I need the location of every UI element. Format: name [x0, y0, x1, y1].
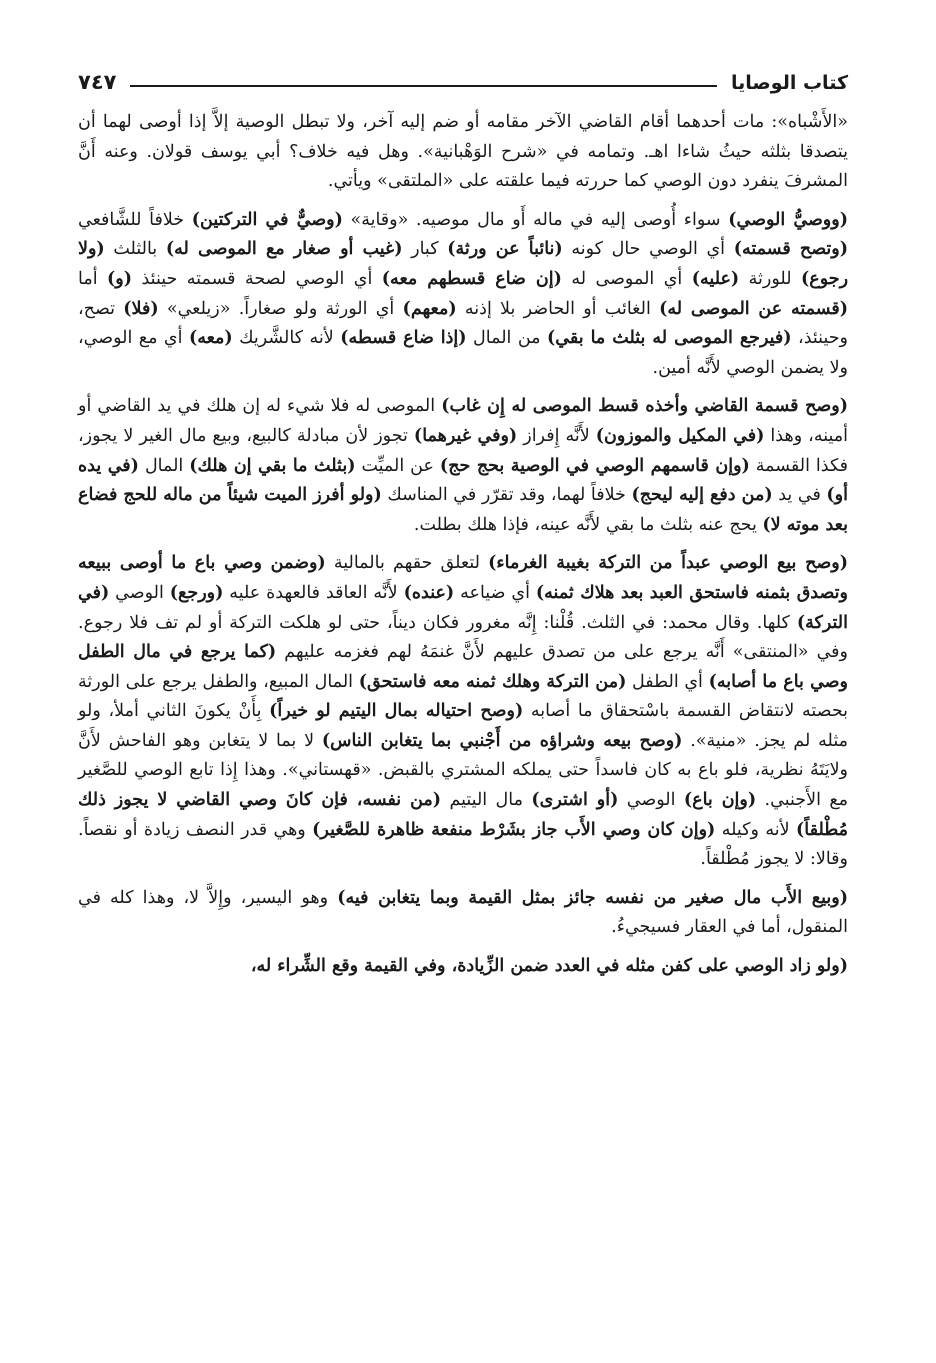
- sharh-text: أي مع الوصي، ولا يضمن الوصي لأَنَّه أمين.: [78, 328, 848, 378]
- matn-text: (فلا): [123, 298, 159, 319]
- page-number: ٧٤٧: [78, 70, 117, 94]
- sharh-text: خلافاً للشَّافعي: [78, 209, 192, 230]
- sharh-text: الوصي: [109, 582, 170, 603]
- sharh-text: لأَنَّه العاقد فالعهدة عليه: [223, 582, 404, 603]
- matn-text: (وإن باع): [683, 790, 757, 811]
- sharh-text: بالثلث: [104, 239, 166, 260]
- matn-text: (في يده أو): [78, 455, 848, 506]
- matn-text: (في التركة): [78, 582, 848, 633]
- sharh-text: لأَنَّه إِفراز: [517, 425, 596, 446]
- matn-text: (معه): [188, 328, 233, 349]
- sharh-text: لأنه كالشَّريك: [232, 328, 341, 349]
- matn-text: (عليه): [691, 268, 740, 289]
- header-rule: [130, 85, 717, 87]
- matn-text: (أو اشترى): [531, 790, 619, 811]
- sharh-text: بِأَنْ يكونَ الثاني أملأ، ولو مثله لم يجز. «منية».: [78, 701, 848, 751]
- paragraph: [78, 108, 848, 197]
- matn-text: (وبيع الأَب مال صغير من نفسه جائز بمثل القيمة وبما يتغابن فيه): [337, 887, 848, 908]
- running-header: [78, 64, 848, 94]
- sharh-text: لا بما لا يتغابن وهو الفاحش لأَنَّ ولايَتَهُ نظرية، فلو باع به كان فاسداً حتى يملكه المشتري بالقبض. «قهستاني». وهذا إِذا تابع الوصي للصَّغير مع الأَجنبي.: [78, 730, 849, 811]
- matn-text: (وتصح قسمته): [733, 239, 848, 260]
- sharh-text: أي الوصي لصحة قسمته حينئذ: [132, 268, 382, 289]
- matn-text: (عنده): [403, 582, 455, 603]
- matn-text: (و): [107, 268, 133, 289]
- sharh-text: لأنه وكيله: [715, 819, 796, 840]
- sharh-text: أي الوصي حال كونه: [562, 239, 734, 260]
- paragraph: [78, 549, 848, 875]
- matn-text: (إذا ضاع قسطه): [340, 328, 467, 349]
- matn-text: (ووصيُّ الوصي): [728, 209, 848, 230]
- matn-text: (وصح بيع الوصي عبداً من التركة بغيبة الغرماء): [488, 553, 848, 574]
- sharh-text: أي الموصى له: [561, 268, 692, 289]
- sharh-text: يحج عنه بثلث ما بقي لأَنَّه عينه، فإذا هلك بطلت.: [413, 514, 763, 535]
- sharh-text: عن الميِّت: [355, 455, 440, 476]
- sharh-text: الموصى له فلا شيء له إن هلك في يد القاضي أو أمينه، وهذا: [78, 396, 849, 446]
- matn-text: (في المكيل والموزون): [595, 425, 765, 446]
- sharh-text: خلافاً لهما، وقد تقرّر في المناسك: [381, 485, 632, 506]
- matn-text: (وإن كان وصي الأَب جاز بشَرْط منفعة ظاهرة للصَّغير): [312, 819, 716, 840]
- body-text: [78, 108, 848, 982]
- sharh-text: المال المبيع، والطفل يرجع على الورثة بحصته لانتقاض القسمة باسْتحقاق ما أصابه: [78, 671, 848, 722]
- matn-text: (ولا رجوع): [78, 239, 849, 289]
- matn-text: (وإن قاسمهم الوصي في الوصية بحج حج): [439, 455, 750, 476]
- matn-text: (من دفع إليه ليحج): [631, 485, 773, 506]
- sharh-text: أي ضياعه: [454, 582, 536, 603]
- sharh-text: وهي قدر النصف زيادة أو نقصاً. وقالا: لا يجوز مُطْلقاً.: [78, 819, 848, 870]
- sharh-text: وهو اليسير، وإِلاَّ لا، وهذا كله في المنقول، أما في العقار فسيجيءُ.: [78, 887, 848, 938]
- sharh-text: من المال: [466, 328, 548, 349]
- matn-text: (من التركة وهلك ثمنه معه فاستحق): [358, 671, 627, 692]
- paragraph: [78, 952, 848, 982]
- matn-text: (فيرجع الموصى له بثلث ما بقي): [547, 328, 792, 349]
- sharh-text: المال: [138, 455, 190, 476]
- matn-text: (غيب أو صغار مع الموصى له): [165, 239, 403, 260]
- sharh-text: تجوز لأن مبادلة كالبيع، وبيع مال الغير لا يجوز، فكذا القسمة: [78, 425, 848, 476]
- matn-text: (وصح بيعه وشراؤه من أَجْنبي بما يتغابن الناس): [321, 730, 683, 751]
- matn-text: (كما يرجع في مال الطفل وصي باع ما أصابه): [78, 642, 848, 692]
- matn-text: (ولو زاد الوصي على كفن مثله في العدد ضمن الزِّيادة، وفي القيمة وقع الشِّراء له،: [250, 956, 848, 977]
- paragraph: [78, 206, 848, 384]
- sharh-text: في يد: [772, 485, 827, 506]
- sharh-text: أما: [78, 268, 108, 289]
- matn-text: (قسمته عن الموصى له): [659, 298, 849, 319]
- matn-text: (ورجع): [169, 582, 224, 603]
- matn-text: (وصح قسمة القاضي وأخذه قسط الموصى له إِن غاب): [441, 396, 848, 417]
- matn-text: (وفي غيرهما): [413, 425, 518, 446]
- book-page: [78, 64, 848, 1344]
- matn-text: (وصيٌّ في التركتين): [191, 209, 343, 230]
- sharh-text: تصح، وحينئذ،: [78, 298, 848, 349]
- paragraph: [78, 392, 848, 540]
- matn-text: (إن ضاع قسطهم معه): [381, 268, 562, 289]
- sharh-text: الغائب أو الحاضر بلا إذنه: [456, 298, 660, 319]
- matn-text: (وضمن وصي باع ما أوصى ببيعه وتصدق بثمنه فاستحق العبد بعد هلاك ثمنه): [78, 553, 848, 603]
- sharh-text: كبار: [402, 239, 448, 260]
- sharh-text: مال اليتيم: [441, 790, 532, 811]
- sharh-text: للورثة: [739, 268, 801, 289]
- sharh-text: «الأَشْباه»: مات أحدهما أقام القاضي الآخر مقامه أو ضم إليه آخر، ولا تبطل الوصية إلاَّ إذا أوصى لهما أن يتصدقا بثلثه حيثُ شاءا اهـ. وتمامه في «شرح الوَهْبانية». وهل فيه خلاف؟ أبي يوسف قولان. وعنه أَنَّ المشرفَ ينفرد دون الوصي كما حررته فيما علقته على «الملتقى» ويأتي.: [78, 112, 848, 192]
- sharh-text: أي الورثة ولو صغاراً. «زيلعي»: [158, 298, 403, 319]
- matn-text: (من نفسه، فإن كانَ وصي القاضي لا يجوز ذلك مُطْلقاً): [78, 790, 848, 840]
- sharh-text: سواء أُوصى إليه في ماله أَو مال موصيه. «وقاية»: [342, 209, 729, 230]
- sharh-text: أي الطفل: [626, 671, 709, 692]
- matn-text: (وصح احتياله بمال اليتيم لو خيراً): [269, 701, 524, 722]
- chapter-title: كتاب الوصايا: [731, 72, 848, 94]
- matn-text: (ولو أفرز الميت شيئاً من ماله للحج فضاع بعد موته لا): [78, 485, 848, 535]
- matn-text: (بثلث ما بقي إن هلك): [189, 455, 356, 476]
- sharh-text: كلها. وقال محمد: في الثلث. قُلْنا: إِنَّه مغرور فكان ديناً، حتى لو هلكت التركة أو لم تف فلا رجوع. وفي «المنتقى» أَنَّه يرجع على من تصدق عليهم لأَنَّ غنمَهُ لهم فغزمه عليهم: [78, 612, 848, 663]
- matn-text: (معهم): [402, 298, 457, 319]
- sharh-text: لتعلق حقهم بالمالية: [325, 553, 489, 574]
- sharh-text: الوصي: [618, 790, 684, 811]
- paragraph: [78, 884, 848, 943]
- matn-text: (نائباً عن ورثة): [447, 239, 563, 260]
